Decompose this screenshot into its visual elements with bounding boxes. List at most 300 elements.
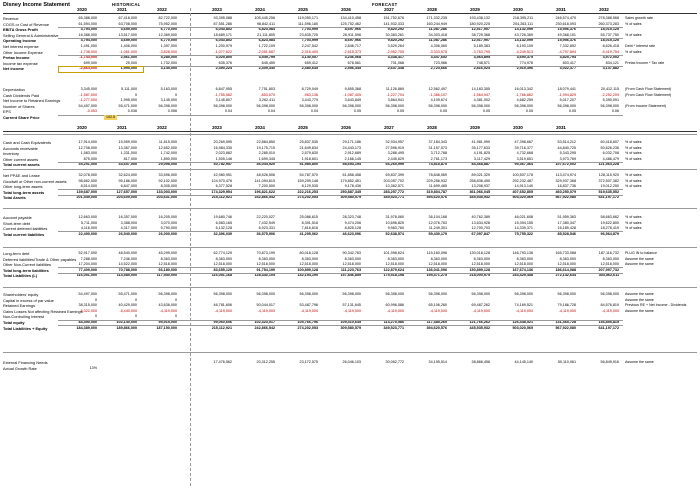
table-cell: 122,879,624 — [383, 267, 404, 272]
table-cell: 319,804,787 — [426, 189, 447, 194]
table-cell: 65,106,260 — [428, 303, 447, 308]
table-cell: -3,333,575 — [429, 49, 447, 54]
table-cell: 41,295,062 — [299, 231, 318, 236]
table-cell: 46,781,606 — [213, 303, 232, 308]
table-cell: 1,732,000 — [160, 60, 177, 65]
table-cell: 12,700,703 — [471, 226, 490, 231]
table-cell: 58,693,194 — [342, 162, 361, 167]
table-cell: 142,194,190 — [297, 273, 318, 278]
total-rule — [58, 195, 623, 196]
table-cell: 48,526,506 — [256, 173, 275, 177]
table-cell: 45,299,000 — [158, 251, 177, 255]
net-income-highlight — [58, 66, 144, 73]
table-cell: 218,000,975 — [469, 273, 490, 278]
table-cell: 113,474,974 — [555, 173, 576, 177]
table-cell: 84,468,887 — [471, 162, 490, 167]
table-cell: -4,119,000 — [343, 308, 361, 313]
row-label: Cash and Cash Equivalents — [3, 140, 52, 145]
table-cell: 56,398,000 — [385, 292, 404, 296]
table-cell: 9,963,760 — [387, 226, 404, 231]
row-label: Other long-term assets — [3, 184, 43, 190]
table-cell: -1,277,000 — [79, 98, 97, 103]
table-cell: 503,020,569 — [512, 195, 533, 200]
table-cell: 20,412,115 — [600, 87, 619, 91]
row-label: Selling General & Administrative — [3, 32, 59, 38]
row-note: Assume the same — [625, 292, 654, 296]
table-cell: 12,708,000 — [78, 145, 97, 150]
year-header: 2029 — [470, 125, 480, 130]
row-label: Revenue — [3, 16, 19, 21]
table-cell: 0.05 — [525, 109, 533, 114]
table-cell: 150,899,128 — [469, 267, 490, 272]
table-cell: 174,329,954 — [211, 189, 232, 194]
table-cell: 6,043,802 — [215, 38, 232, 43]
table-cell: 3,022,377 — [559, 66, 576, 71]
year-header: 2021 — [117, 125, 127, 130]
year-header: 2030 — [513, 7, 523, 12]
table-cell: 54,497,000 — [78, 103, 97, 108]
table-cell: 6,770,000 — [160, 38, 177, 43]
table-cell: 13,367,000 — [118, 145, 137, 150]
table-cell: 23,835,725 — [299, 32, 318, 37]
table-cell: 3,443,779 — [301, 98, 318, 103]
table-cell: 246,574,470 — [555, 16, 576, 20]
table-cell: -2,615,373 — [343, 49, 361, 54]
table-cell: 75,952,000 — [158, 21, 177, 26]
table-cell: 52,917,000 — [78, 251, 97, 255]
table-cell: 2,480,645 — [301, 66, 318, 71]
table-cell: 215,112,921 — [211, 325, 232, 330]
table-cell: 46,044,920 — [256, 162, 275, 167]
table-cell: 13,208,937 — [471, 184, 490, 189]
table-cell: 292,232,487 — [512, 178, 533, 183]
table-cell: 70,873,199 — [256, 251, 275, 255]
table-cell: 78,848,069 — [428, 173, 447, 177]
table-cell: 8,391,516 — [301, 220, 318, 225]
table-cell: -1,564,947 — [472, 92, 490, 97]
table-cell: 201,549,000 — [76, 195, 97, 200]
table-cell: 394,620,576 — [426, 325, 447, 330]
table-cell: 14,183,355 — [471, 87, 490, 91]
row-label: Number of Shares — [3, 103, 35, 109]
table-cell: 0.056 — [167, 109, 177, 114]
table-cell: 445,535,932 — [469, 195, 490, 200]
table-cell: 60,996,586 — [385, 303, 404, 308]
table-cell: 26,540,000 — [118, 231, 137, 236]
table-cell: 22,884,850 — [256, 140, 275, 144]
table-cell: 116,051,168 — [211, 273, 232, 278]
table-cell: 0.04 — [267, 109, 275, 114]
table-cell: 774,978 — [519, 60, 533, 65]
table-cell: 121,766,262 — [469, 320, 490, 324]
row-note: Assume the same — [625, 256, 654, 261]
table-cell: 74,815,875 — [428, 162, 447, 167]
table-cell: 32,396,039 — [213, 231, 232, 236]
table-cell: 0 — [174, 92, 177, 97]
table-cell: -1,994,829 — [558, 92, 576, 97]
table-cell: 3,145,000 — [160, 66, 177, 71]
table-cell: 56,398,000 — [428, 292, 447, 296]
table-cell: 12,518,000 — [299, 262, 318, 267]
row-label: EPS — [3, 109, 11, 115]
table-cell: -4,249,513 — [515, 49, 533, 54]
share-price-cell[interactable]: 102.5 — [106, 114, 115, 119]
table-cell: -1,077,622 — [214, 49, 232, 54]
year-header: 2031 — [556, 125, 566, 130]
table-cell: 3,973,769 — [559, 156, 576, 161]
table-cell: 8,697,966 — [344, 27, 361, 32]
table-cell: 48,540,000 — [118, 251, 137, 255]
table-cell: 41,981,999 — [471, 140, 490, 144]
table-cell: 56,398,000 — [342, 292, 361, 296]
table-cell: 2,166,145 — [344, 156, 361, 161]
table-cell: -1,587,000 — [79, 92, 97, 97]
table-cell: 1,722,109 — [258, 44, 275, 48]
table-cell: 171,332,235 — [426, 16, 447, 20]
table-cell: -853,070 — [260, 92, 275, 97]
table-cell: 187,150,000 — [156, 325, 177, 330]
table-cell: 102,323,017 — [254, 320, 275, 324]
table-cell: 139,687,000 — [76, 189, 97, 194]
table-cell: 1,505,146 — [215, 156, 232, 161]
table-cell: 8,363,000 — [559, 256, 576, 261]
table-cell: 6,770,000 — [160, 27, 177, 32]
table-cell: 121,564,228 — [598, 162, 619, 167]
table-cell: 215,112,921 — [211, 195, 232, 200]
table-cell: 4,306,060 — [430, 44, 447, 48]
table-cell: 3,140,057 — [301, 55, 318, 60]
table-cell: 8,305,000 — [160, 184, 177, 189]
row-note: % of sales — [625, 151, 642, 156]
table-cell: 5,163,000 — [160, 87, 177, 91]
table-cell: 196,821,622 — [254, 189, 275, 194]
table-cell: 260,373,283 — [598, 21, 619, 26]
forecast-group-label: FORECAST — [372, 2, 398, 7]
row-note: % of sales — [625, 220, 642, 225]
table-cell: 16,357,000 — [118, 215, 137, 219]
table-cell: 18,278,419 — [600, 226, 619, 231]
row-note: Sales growth rate — [625, 16, 653, 20]
table-cell: 6,032,706 — [602, 151, 619, 156]
table-cell: 15,394,155 — [514, 220, 533, 225]
row-label: Inventory — [3, 151, 20, 157]
row-label: COGS or Cost of Revenue — [3, 21, 50, 27]
table-cell: 82,722,000 — [158, 16, 177, 20]
table-cell: 26,000,000 — [158, 231, 177, 236]
table-cell: 157,846,859 — [340, 273, 361, 278]
table-cell: 8,363,000 — [473, 256, 490, 261]
table-cell: 6,132,128 — [215, 226, 232, 231]
table-cell: 278,388,568 — [598, 16, 619, 20]
table-cell: 56,398,000 — [158, 103, 177, 108]
table-cell: 0.05 — [482, 109, 490, 114]
table-cell: -1,227,704 — [386, 92, 404, 97]
table-cell: 3,564,895 — [473, 55, 490, 60]
table-cell: 146,793,136 — [512, 251, 533, 255]
table-cell: 6,847,955 — [215, 87, 232, 91]
table-cell: 62,774,129 — [213, 251, 232, 255]
table-cell: 1,742,000 — [160, 151, 177, 156]
table-cell: 10,696,825 — [385, 220, 404, 225]
row-label: Net PP&E and Lease — [3, 173, 40, 178]
table-cell: 32,078,000 — [78, 173, 97, 177]
table-cell: -1,738,000 — [79, 49, 97, 54]
row-label: Other Income Expense — [3, 49, 43, 55]
table-cell: 34,303,418 — [428, 32, 447, 37]
table-cell: 116,051,000 — [76, 273, 97, 278]
table-cell: 11,087,286 — [428, 27, 447, 32]
table-cell: 43,726,369 — [514, 32, 533, 37]
row-label: EBITA Gross Profit — [3, 27, 38, 33]
table-cell: 309,580,579 — [340, 325, 361, 330]
row-label: Retained Earnings — [3, 303, 36, 309]
row-label: Account payable — [3, 215, 32, 220]
row-label: Net Income to Retained Earnings — [3, 98, 61, 104]
table-cell: 229,256,932 — [426, 178, 447, 183]
table-cell: 3,529,264 — [387, 44, 404, 48]
table-cell: 2,023,882 — [215, 151, 232, 156]
row-label: Total current assets — [3, 162, 40, 168]
table-cell: 12,518,000 — [471, 262, 490, 267]
table-cell: 3,137,882 — [602, 66, 619, 71]
table-cell: 1,406,000 — [120, 44, 137, 48]
table-cell: 2,247,542 — [301, 44, 318, 48]
table-cell: 11,615,000 — [158, 140, 177, 144]
table-cell: -4,119,000 — [300, 308, 318, 313]
row-note: % of sales — [625, 21, 642, 26]
table-cell: -8,322,000 — [79, 308, 97, 313]
table-cell: 44,145,140 — [514, 360, 533, 364]
table-cell: 2,561,000 — [120, 55, 137, 60]
table-cell: 18,079,441 — [557, 87, 576, 91]
table-cell: 115,160,096 — [426, 251, 447, 255]
year-header: 2022 — [157, 7, 167, 12]
table-cell: 96,564,879 — [600, 231, 619, 236]
table-cell: 90,342,763 — [342, 251, 361, 255]
table-cell: 204,263,111 — [513, 21, 533, 26]
table-cell: 460,250,079 — [555, 189, 576, 194]
table-cell: 67,418,000 — [118, 16, 137, 20]
table-cell: 445,535,932 — [469, 325, 490, 330]
table-cell: 3,712,788 — [430, 151, 447, 156]
table-cell: 0 — [94, 314, 97, 319]
row-note: % of sales — [625, 156, 642, 161]
row-note: Pretax Income * Tax rate — [625, 60, 665, 65]
table-cell: 3,236,068 — [344, 55, 361, 60]
year-header: 2023 — [212, 7, 222, 12]
table-cell: 33,657,000 — [118, 162, 137, 167]
table-cell: 6,193,109 — [516, 44, 533, 48]
table-cell: 67,097,847 — [471, 231, 490, 236]
row-label: Actual Growth Rate — [3, 365, 37, 371]
table-cell: 18,015,125 — [600, 27, 619, 32]
table-cell: 99,060,606 — [213, 320, 232, 324]
table-cell: 56,398,000 — [600, 292, 619, 296]
table-cell: 29,098,000 — [158, 162, 177, 167]
table-cell: 567,922,080 — [555, 325, 576, 330]
row-note: % of sales — [625, 32, 642, 37]
table-cell: 242,866,542 — [254, 195, 275, 200]
table-cell: 51,985,800 — [299, 162, 318, 167]
table-cell: 134,410,458 — [340, 16, 361, 20]
table-cell: 14,132,099 — [514, 27, 533, 32]
table-cell: 21,111,805 — [257, 32, 275, 37]
table-cell: 30,062,772 — [385, 360, 404, 364]
table-cell: 136,041,096 — [426, 267, 447, 272]
table-cell: 37,184,343 — [428, 140, 447, 144]
table-cell: -3,763,795 — [472, 49, 490, 54]
table-cell: 834,121 — [605, 60, 619, 65]
table-cell: 3,690,375 — [516, 55, 533, 60]
table-cell: -1,755,582 — [214, 92, 232, 97]
section-rule — [3, 208, 697, 209]
table-cell: 141,094,615 — [254, 178, 275, 183]
year-header: 2020 — [77, 125, 87, 130]
row-note: % of sales — [625, 184, 642, 189]
table-cell: 0 — [134, 314, 137, 319]
table-cell: 2,556,445 — [344, 66, 361, 71]
table-cell: 8,363,000 — [516, 256, 533, 261]
table-cell: 3,070,000 — [160, 220, 177, 225]
table-cell: 6,043,802 — [215, 27, 232, 32]
table-cell: 8,363,000 — [602, 256, 619, 261]
table-cell: -963,136 — [303, 92, 318, 97]
year-header: 2026 — [341, 125, 351, 130]
table-cell: 16,205,000 — [158, 215, 177, 219]
table-cell: 12,652,000 — [158, 145, 177, 150]
table-cell: 12,369,000 — [158, 32, 177, 37]
table-cell: 394,620,576 — [426, 195, 447, 200]
row-note: % of sales — [625, 173, 642, 177]
table-cell: 186,614,088 — [555, 267, 576, 272]
table-cell: 111,223,763 — [340, 267, 361, 272]
table-cell: 9,855,368 — [344, 87, 361, 91]
year-header: 2025 — [298, 125, 308, 130]
table-cell: 114,585,000 — [116, 273, 137, 278]
table-cell: 8,363,000 — [160, 256, 177, 261]
table-cell: 283,257,772 — [383, 189, 404, 194]
table-cell: 14,913,140 — [514, 184, 533, 189]
table-cell: 0.04 — [310, 109, 318, 114]
table-cell: 124,970,476 — [211, 178, 232, 183]
table-cell: 38,866,458 — [471, 360, 490, 364]
table-cell: 3,288,495 — [387, 151, 404, 156]
table-cell: 6,823,584 — [258, 27, 275, 32]
table-cell: 12,517,907 — [471, 38, 490, 43]
table-cell: 39,716,377 — [514, 145, 533, 150]
year-header: 2021 — [117, 7, 127, 12]
row-label: Accounts receivable — [3, 145, 38, 151]
header-rule-2 — [3, 131, 697, 132]
table-cell: 701,068 — [390, 60, 404, 65]
table-cell: 160,244,949 — [426, 21, 447, 26]
table-cell: 56,398,000 — [557, 292, 576, 296]
table-cell: -4,119,000 — [601, 308, 619, 313]
table-cell: 3,794,000 — [80, 38, 97, 43]
table-cell: 3,659,000 — [120, 38, 137, 43]
table-cell: 40,429,000 — [118, 303, 137, 308]
table-cell: 2,723,666 — [430, 66, 447, 71]
row-label: Total current liabilities — [3, 231, 45, 237]
table-cell: 16,388,000 — [78, 32, 97, 37]
table-cell: 38,315,000 — [78, 303, 97, 308]
table-cell: 4,191,825 — [473, 151, 490, 156]
table-cell: 0.04 — [224, 109, 232, 114]
table-cell: 58,663,662 — [600, 215, 619, 219]
table-cell: 1,397,000 — [160, 44, 177, 48]
table-cell: 0.036 — [127, 109, 137, 114]
table-cell: 4,116,000 — [80, 226, 97, 231]
total-rule — [58, 162, 623, 163]
table-cell: 250,887,345 — [340, 189, 361, 194]
table-cell: 25,086,615 — [299, 215, 318, 219]
table-cell: 361,066,045 — [469, 189, 490, 194]
table-cell: -1,386,107 — [429, 92, 447, 97]
table-cell: 35,251,000 — [78, 162, 97, 167]
table-cell: 12,518,000 — [557, 262, 576, 267]
table-cell: 15,959,000 — [118, 140, 137, 144]
table-cell: 101,998,624 — [383, 251, 404, 255]
table-cell: 272,142,634 — [555, 273, 576, 278]
table-cell: 2,912,689 — [344, 151, 361, 156]
table-cell: 56,398,000 — [471, 103, 490, 108]
table-cell: 7,332,892 — [559, 44, 576, 48]
table-cell: 70,788,000 — [118, 267, 137, 272]
table-cell: 60,418,607 — [600, 140, 619, 144]
table-cell: 1,491,000 — [80, 44, 97, 48]
table-cell: 65,388,000 — [78, 16, 97, 20]
table-cell: 243,429,458 — [512, 273, 533, 278]
table-cell: 17,204,000 — [78, 262, 97, 267]
table-cell: 100,899,128 — [297, 267, 318, 272]
table-cell: -0.053 — [86, 109, 97, 114]
table-cell: 43,636,000 — [158, 303, 177, 308]
total-rule — [58, 27, 623, 28]
year-header: 2022 — [157, 125, 167, 130]
row-label: Total long-term liabilities — [3, 267, 49, 273]
table-cell: 19,680,746 — [213, 215, 232, 219]
table-cell: 119,050,171 — [297, 16, 318, 20]
table-cell: 50,044,017 — [256, 303, 275, 308]
row-label: Operating Income — [3, 38, 37, 44]
table-cell: 74,169,521 — [514, 303, 533, 308]
table-cell: 304,562,611 — [598, 273, 619, 278]
table-cell: 1,995,000 — [120, 98, 137, 103]
table-cell: 0.05 — [353, 109, 361, 114]
table-cell: 8,129,535 — [301, 184, 318, 189]
table-cell: 42,980,951 — [213, 173, 232, 177]
table-cell: 107,672,002 — [555, 162, 576, 167]
table-cell: 29,171,186 — [342, 140, 361, 144]
table-cell: 85,528,546 — [557, 231, 576, 236]
row-label: Total equity — [3, 320, 25, 325]
table-cell: 105,445,256 — [254, 16, 275, 20]
table-cell: 56,398,000 — [213, 292, 232, 296]
table-cell: 56,398,000 — [342, 103, 361, 108]
table-cell: 5,111,000 — [121, 87, 137, 91]
year-header: 2032 — [599, 7, 609, 12]
table-cell: 12,518,000 — [342, 262, 361, 267]
table-cell: 258,836,490 — [469, 178, 490, 183]
table-cell: 503,020,569 — [512, 325, 533, 330]
table-cell: 9,474,206 — [344, 220, 361, 225]
table-cell: 274,202,053 — [297, 325, 318, 330]
table-cell: 11,699,485 — [428, 184, 447, 189]
table-cell: 61,594,000 — [78, 21, 97, 26]
table-cell: 19,622,800 — [600, 220, 619, 225]
table-cell: 5,343,295 — [559, 151, 576, 156]
year-header: 2024 — [255, 7, 265, 12]
